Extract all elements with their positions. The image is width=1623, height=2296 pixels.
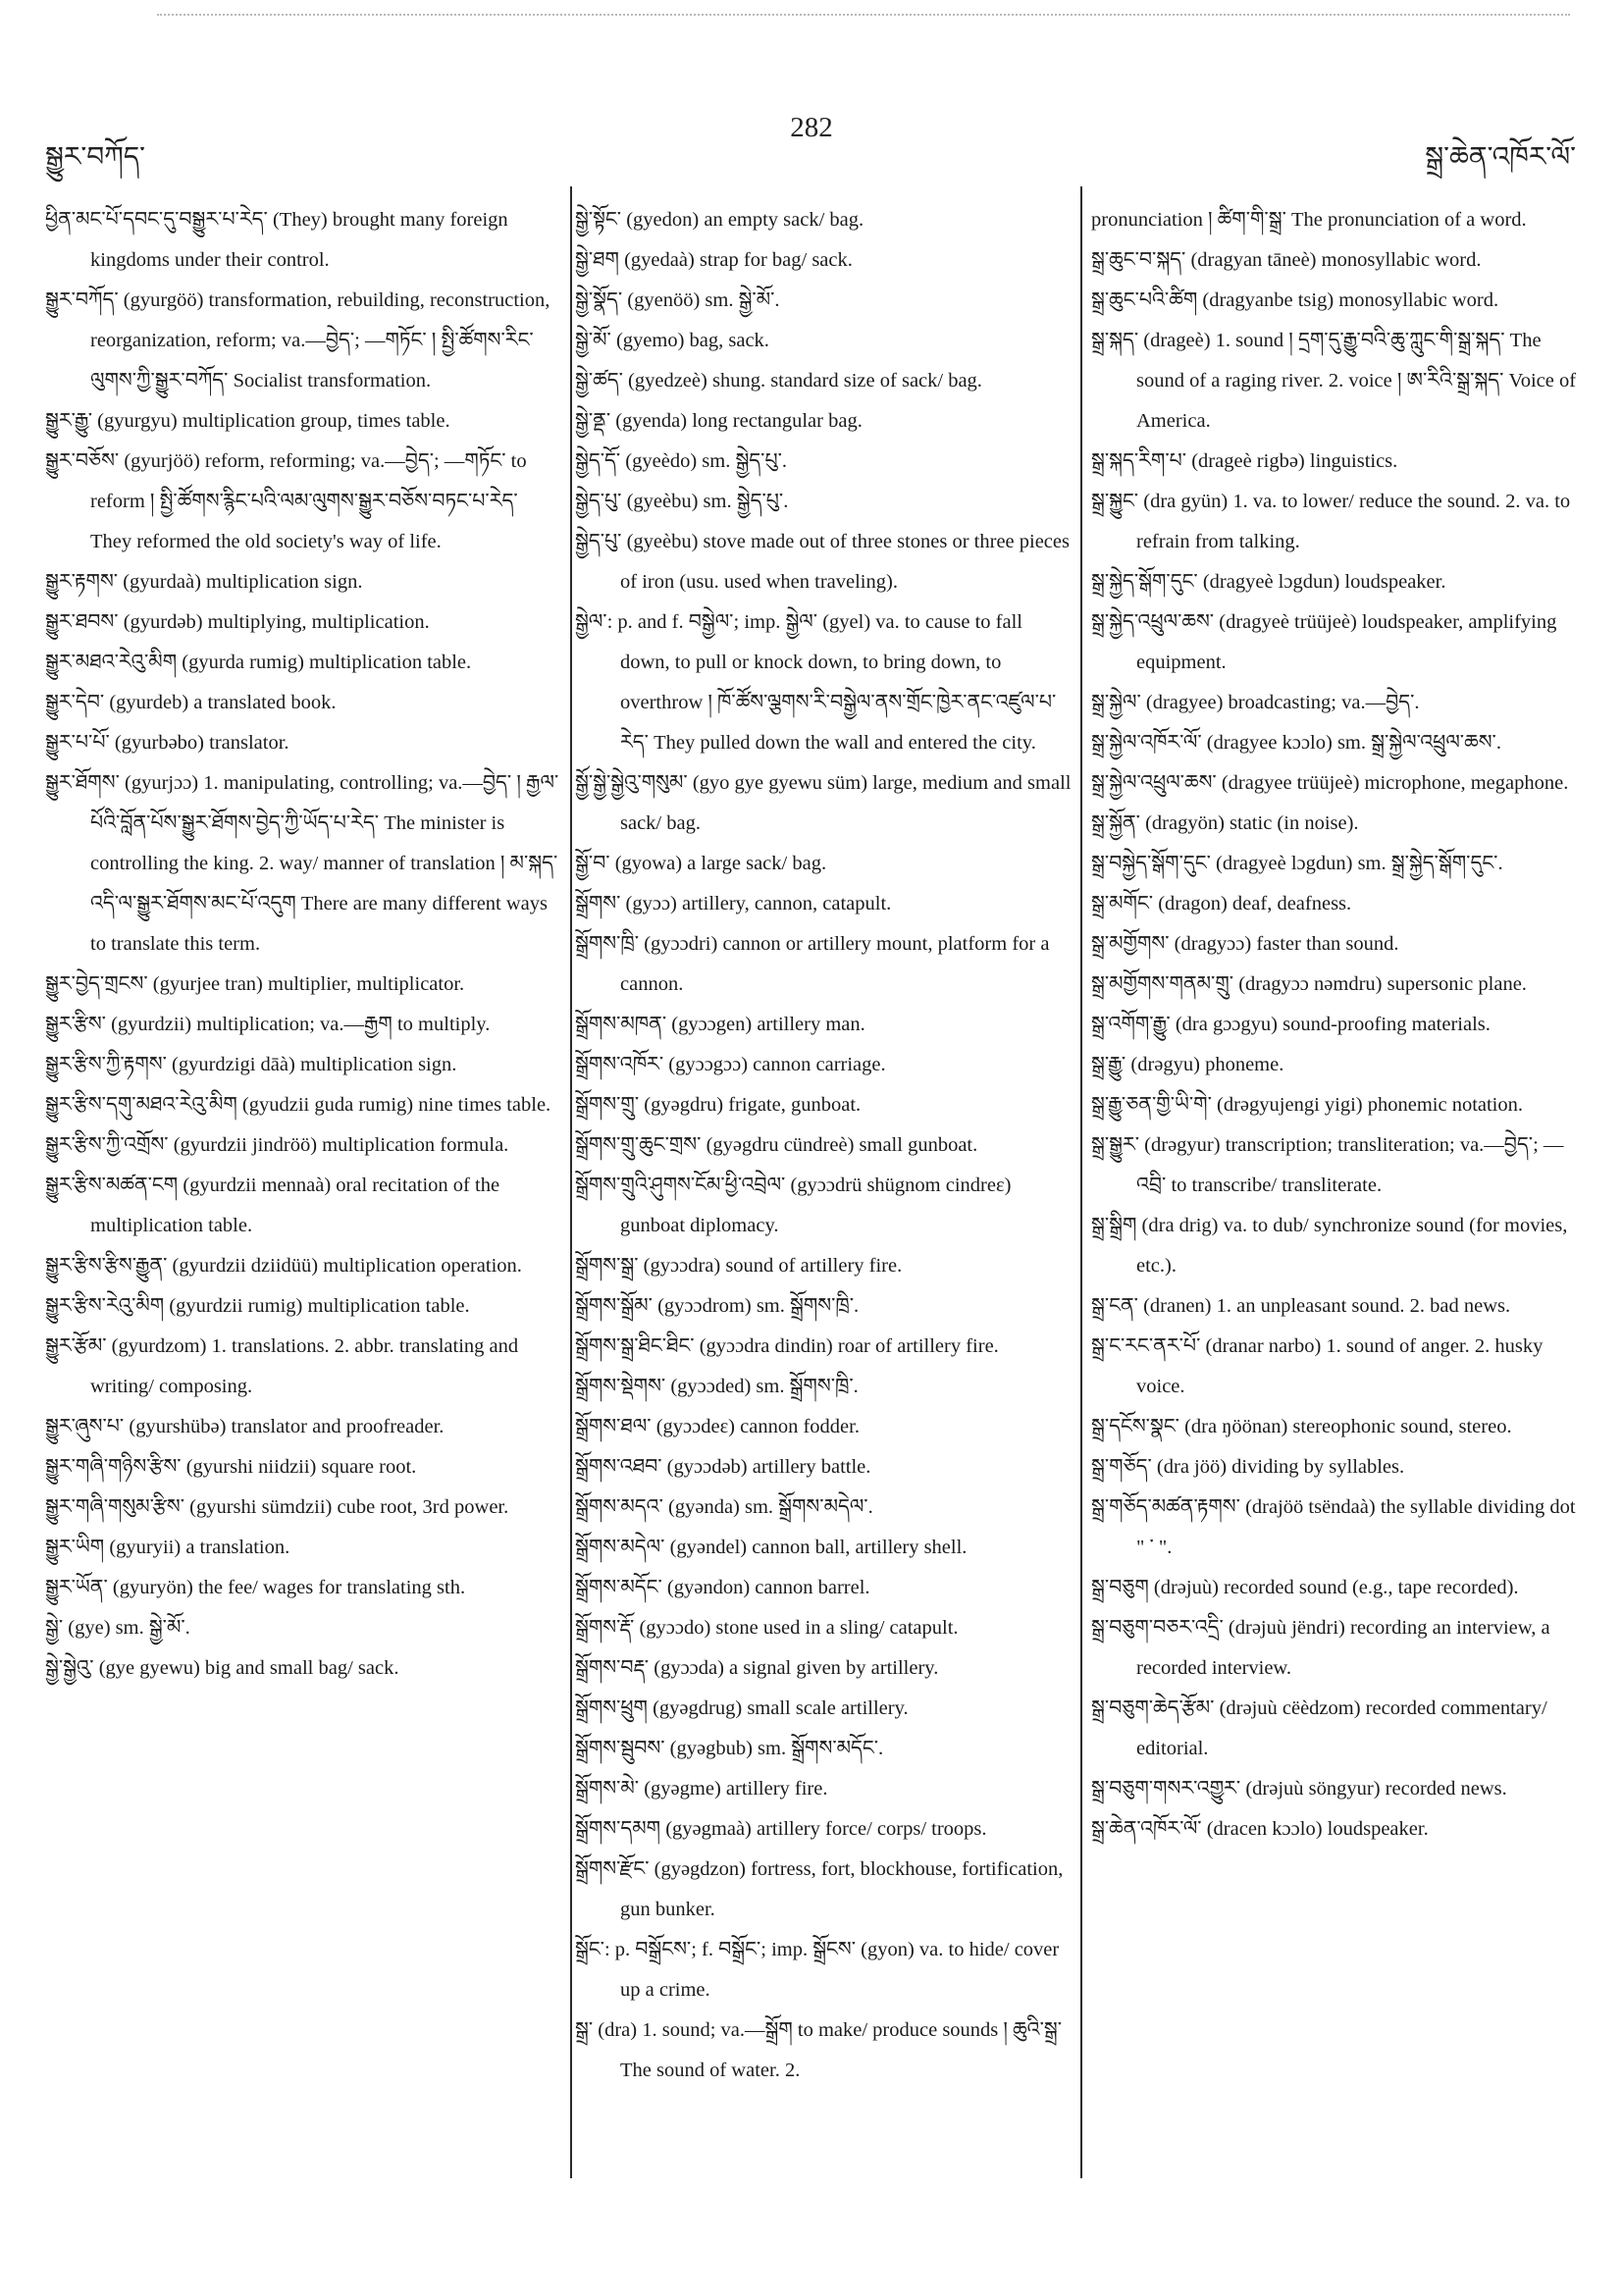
dictionary-entry: སྒྱུར་རྟགས་ (gyurdaà) multiplication sign. [45,571,363,593]
dictionary-entry: སྒྲོགས་མདོང་ (gyəndon) cannon barrel. [575,1577,870,1598]
left-running-head: སྒྱུར་བཀོད་ [45,140,145,173]
dictionary-entry: སྒྲོགས་འཐབ་ (gyɔɔdəb) artillery battle. [575,1456,871,1478]
dictionary-entry: སྒྲ་གཅོད་མཚན་རྟགས་ (drajöö tsëndaà) the syllable dividing dot " ་ ". [1091,1496,1576,1558]
dictionary-entry: སྒྲོང་: p. བསྒྲོངས་; f. བསྒྲོང་; imp. སྒྲོངས་ (gyon) va. to hide/ cover up a crime. [575,1939,1060,2001]
dictionary-entry: སྒྱེ་མོ་ (gyemo) bag, sack. [575,330,769,351]
dictionary-entry: སྒྱེད་དོ་ (gyeèdo) sm. སྒྱེད་པུ་. [575,450,788,472]
dictionary-entry: སྒྱུར་ཐོགས་ (gyurjɔɔ) 1. manipulating, controlling; va.—བྱེད་ ། རྒྱལ་པོའི་བློན་པོས་སྒྱུར་ཐོགས་བྱེད་ཀྱི་ཡོད་པ་རེད་ The minister is controlling the king. 2. way/ manner of translation ། མ་སྐད་འདི་ལ་སྒྱུར་ཐོགས་མང་པོ་འདུག There are many different ways to translate this term. [45,772,559,955]
dictionary-entry: སྒྲ་མགྱོགས་གནམ་གྲུ་ (dragyɔɔ nəmdru) supersonic plane. [1091,973,1527,995]
dictionary-entry: སྒྲོགས་མདའ་ (gyənda) sm. སྒྲོགས་མདེལ་. [575,1496,873,1518]
dictionary-entry: སྒྱུར་མཐའ་རེའུ་མིག (gyurda rumig) multiplication table. [45,652,472,673]
dictionary-entry: སྒྱེ་ (gye) sm. སྒྱེ་མོ་. [45,1617,190,1639]
dictionary-entry: སྒྱུར་རྩིས་མཚན་ངག (gyurdzii mennaà) oral recitation of the multiplication table. [45,1174,500,1236]
dictionary-entry: སྒྲོགས་གྲུའི་ཤུགས་ངོམ་ཕྱི་འབྲེལ་ (gyɔɔdrü shügnom cindreɛ) gunboat diplomacy. [575,1174,1012,1236]
dictionary-entry: སྒྲ་ཆུང་པའི་ཚིག (dragyanbe tsig) monosyllabic word. [1091,289,1499,311]
dictionary-entry: སྒྲ་སྐྱུང་ (dra gyün) 1. va. to lower/ reduce the sound. 2. va. to refrain from talking. [1091,491,1571,552]
dictionary-entry: སྒྲ་ཆེན་འཁོར་ལོ་ (dracen kɔɔlo) loudspeaker. [1091,1818,1429,1840]
dictionary-entry: སྒྱུར་པ་པོ་ (gyurbəbo) translator. [45,732,289,754]
dictionary-entry: སྒྱུར་རྩིས་ (gyurdzii) multiplication; va.—རྒྱག to multiply. [45,1014,491,1035]
dictionary-entry: སྒྲོགས་ཐལ་ (gyɔɔdeɛ) cannon fodder. [575,1416,860,1437]
dictionary-entry: སྒྲ་རྒྱུ་ཅན་གྱི་ཡི་གེ་ (drəgyujengi yigi) phonemic notation. [1091,1094,1524,1116]
dictionary-entry: སྒྱེ་སྣོད་ (gyenöö) sm. སྒྱེ་མོ་. [575,289,780,311]
dictionary-entry: སྒྲ་སྐྱེལ་འཕྲུལ་ཆས་ (dragyee trüüjeè) microphone, megaphone. [1091,772,1569,794]
dictionary-entry: སྒྲ་ (dra) 1. sound; va.—སྒྲོག to make/ produce sounds ། ཆུའི་སྒྲ་ The sound of water. 2. [575,2019,1063,2081]
dictionary-entry: སྒྱོ་སྒྱེ་སྒྱེའུ་གསུམ་ (gyo gye gyewu süm) large, medium and small sack/ bag. [575,772,1072,834]
dictionary-entry: སྒྱུར་ཐབས་ (gyurdəb) multiplying, multiplication. [45,611,430,633]
dictionary-entry: སྒྱོ་བ་ (gyowa) a large sack/ bag. [575,853,827,874]
dictionary-entry: སྒྱུར་རྩིས་རྩིས་རྒྱུན་ (gyurdzii dziidüü) multiplication operation. [45,1255,522,1277]
dictionary-entry: སྒྱུར་རྩོམ་ (gyurdzom) 1. translations. 2. abbr. translating and writing/ composing. [45,1335,519,1397]
dictionary-entry: སྒྱེ་ཚད་ (gyedzeè) shung. standard size of sack/ bag. [575,370,982,391]
dictionary-entry: སྒྱུར་གཞི་གསུམ་རྩིས་ (gyurshi sümdzii) cube root, 3rd power. [45,1496,509,1518]
dictionary-entry: སྒྲོགས་བརྡ་ (gyɔɔda) a signal given by artillery. [575,1657,939,1679]
dictionary-entry: སྒྲ་གཅོད་ (dra jöö) dividing by syllables. [1091,1456,1405,1478]
column-divider-1 [570,186,572,2178]
dictionary-entry: སྒྲོགས་སྒྲོམ་ (gyɔɔdrom) sm. སྒྲོགས་ཁྲི་. [575,1295,860,1317]
dictionary-entry: སྒྲོགས་སྒྲ་ཐིང་ཐིང་ (gyɔɔdra dindin) roar of artillery fire. [575,1335,999,1357]
right-running-head: སྒྲ་ཆེན་འཁོར་ལོ་ [1425,140,1576,173]
dictionary-entry: སྒྱེལ་: p. and f. བསྒྱེལ་; imp. སྒྱེལ་ (gyel) va. to cause to fall down, to pull or knock down, to bring down, to overthrow ། ཁོ་ཚོས་ལྕགས་རི་བསྒྱེལ་ནས་གྲོང་ཁྱེར་ནང་འཛུལ་པ་རེད་ They pulled down the wall and entered the city. [575,611,1057,754]
dictionary-entry: སྒྲ་སྒྲིག (dra drig) va. to dub/ synchronize sound (for movies, etc.). [1091,1215,1568,1277]
dictionary-column-2 [575,200,1073,2091]
dictionary-entry: སྒྲོགས་གྲུ་ཆུང་གྲས་ (gyəgdru cündreè) small gunboat. [575,1134,978,1156]
dictionary-entry: སྒྲ་སྐྱེལ་ (dragyee) broadcasting; va.—བྱེད་. [1091,692,1420,713]
dictionary-entry: སྒྱུར་བྱེད་གྲངས་ (gyurjee tran) multiplier, multiplicator. [45,973,465,995]
dictionary-column-3 [1091,200,1586,1850]
dictionary-entry: སྒྲ་བཅུག་བཅར་འདྲི་ (drəjuù jëndri) recording an interview, a recorded interview. [1091,1617,1550,1679]
dictionary-entry: སྒྲོགས་གྲུ་ (gyəgdru) frigate, gunboat. [575,1094,862,1116]
dictionary-entry: སྒྱུར་བཀོད་ (gyurgöö) transformation, rebuilding, reconstruction, reorganization, reform; va.—བྱེད་; —གཏོང་ ། སྤྱི་ཚོགས་རིང་ལུགས་ཀྱི་སྒྱུར་བཀོད་ Socialist transformation. [45,289,550,391]
dictionary-entry: སྒྱུར་བཅོས་ (gyurjöö) reform, reforming; va.—བྱེད་; —གཏོང་ to reform ། སྤྱི་ཚོགས་རྙིང་པའི་ལམ་ལུགས་སྒྱུར་བཅོས་བཏང་པ་རེད་ They reformed the old society's way of life. [45,450,527,552]
dictionary-entry: སྒྱེ་ནྡ་ (gyenda) long rectangular bag. [575,410,863,432]
dictionary-entry: སྒྱུར་རྩིས་ཀྱི་འགྲོས་ (gyurdzii jindröö) multiplication formula. [45,1134,509,1156]
dictionary-entry: སྒྲ་སྐྱེལ་འཁོར་ལོ་ (dragyee kɔɔlo) sm. སྒྲ་སྐྱེལ་འཕྲུལ་ཆས་. [1091,732,1501,754]
dictionary-entry: སྒྲ་སྐད་ (drageè) 1. sound ། དྲག་དུ་རྒྱུ་བའི་ཆུ་ཀླུང་གི་སྒྲ་སྐད་ The sound of a raging river. 2. voice ། ཨ་རིའི་སྒྲ་སྐད་ Voice of America. [1091,330,1577,432]
dictionary-entry: སྒྲ་སྐྱེད་སྒོག་དུང་ (dragyeè lɔgdun) loudspeaker. [1091,571,1446,593]
dictionary-entry: སྒྲོགས་སྒྲ་ (gyɔɔdra) sound of artillery fire. [575,1255,903,1277]
dictionary-entry: སྒྲོགས་ཁྲི་ (gyɔɔdri) cannon or artillery mount, platform for a cannon. [575,933,1050,995]
dictionary-entry: སྒྲ་བཅུག་གསར་འགྱུར་ (drəjuù söngyur) recorded news. [1091,1778,1507,1800]
dictionary-entry: སྒྱུར་ཡོན་ (gyuryön) the fee/ wages for translating sth. [45,1577,466,1598]
dictionary-entry: སྒྱུར་གཞི་གཉིས་རྩིས་ (gyurshi niidzii) square root. [45,1456,417,1478]
dictionary-entry: སྒྱུར་རྒྱུ་ (gyurgyu) multiplication group, times table. [45,410,450,432]
dictionary-entry: སྒྲ་འགོག་རྒྱུ་ (dra gɔɔgyu) sound-proofing materials. [1091,1014,1491,1035]
dictionary-entry: pronunciation ། ཚིག་གི་སྒྲ་ The pronunciation of a word. [1091,209,1527,231]
dictionary-entry: སྒྲོགས་མཁན་ (gyɔɔgen) artillery man. [575,1014,865,1035]
dictionary-entry: སྒྲོགས་སྦུབས་ (gyəgbub) sm. སྒྲོགས་མདོང་. [575,1738,884,1759]
dictionary-entry: སྒྱེ་སྟོང་ (gyedon) an empty sack/ bag. [575,209,864,231]
dictionary-entry: སྒྲོགས་སྡེགས་ (gyɔɔded) sm. སྒྲོགས་ཁྲི་. [575,1376,859,1397]
dictionary-entry: སྒྱེ་ཐག (gyedaà) strap for bag/ sack. [575,249,853,271]
dictionary-entry: སྒྲོགས་རྡོ་ (gyɔɔdo) stone used in a sling/ catapult. [575,1617,959,1639]
dictionary-column-1 [45,200,559,1689]
dictionary-entry: སྒྲ་མགྱོགས་ (dragyɔɔ) faster than sound. [1091,933,1399,955]
dictionary-entry: སྒྲ་སྐྱེད་འཕྲུལ་ཆས་ (dragyeè trüüjeè) loudspeaker, amplifying equipment. [1091,611,1557,673]
page-number: 282 [790,112,833,143]
dictionary-entry: སྒྲ་སྒྱུར་ (drəgyur) transcription; transliteration; va.—བྱེད་; —འབྲི་ to transcribe/ transliterate. [1091,1134,1564,1196]
dictionary-entry: སྒྲོགས་རྫོང་ (gyəgdzon) fortress, fort, blockhouse, fortification, gun bunker. [575,1858,1064,1920]
dictionary-entry: ཕྱིན་མང་པོ་དབང་དུ་བསྒྱུར་པ་རེད་ (They) brought many foreign kingdoms under their control. [45,209,508,271]
dictionary-entry: སྒྲ་བསྐྱེད་སྒོག་དུང་ (dragyeè lɔgdun) sm. སྒྲ་སྐྱེད་སྒོག་དུང་. [1091,853,1503,874]
dictionary-entry: སྒྲ་བཅུག་ཆེད་རྩོམ་ (drəjuù cëèdzom) recorded commentary/ editorial. [1091,1697,1547,1759]
dictionary-entry: སྒྲ་ང་རང་ནར་པོ་ (dranar narbo) 1. sound of anger. 2. husky voice. [1091,1335,1544,1397]
dictionary-entry: སྒྲ་ངན་ (dranen) 1. an unpleasant sound. 2. bad news. [1091,1295,1511,1317]
dictionary-entry: སྒྲ་བཅུག (drəjuù) recorded sound (e.g., tape recorded). [1091,1577,1519,1598]
dictionary-entry: སྒྱུར་ཞུས་པ་ (gyurshübə) translator and proofreader. [45,1416,445,1437]
dictionary-entry: སྒྲ་རྒྱུ་ (drəgyu) phoneme. [1091,1054,1284,1075]
dictionary-entry: སྒྲ་མགོང་ (dragon) deaf, deafness. [1091,893,1352,914]
dictionary-entry: སྒྲ་དངོས་སྣང་ (dra ŋöönan) stereophonic sound, stereo. [1091,1416,1512,1437]
dictionary-entry: སྒྱེད་པུ་ (gyeèbu) sm. སྒྱེད་པུ་. [575,491,789,512]
dictionary-entry: སྒྲོགས་འཁོར་ (gyɔɔgɔɔ) cannon carriage. [575,1054,886,1075]
dictionary-entry: སྒྱུར་རྩིས་རེའུ་མིག (gyurdzii rumig) multiplication table. [45,1295,470,1317]
dictionary-entry: སྒྱུར་དེབ་ (gyurdeb) a translated book. [45,692,337,713]
dictionary-entry: སྒྲོགས་མེ་ (gyəgme) artillery fire. [575,1778,828,1800]
dictionary-entry: སྒྱེད་པུ་ (gyeèbu) stove made out of three stones or three pieces of iron (usu. used when traveling). [575,531,1070,593]
dictionary-entry: སྒྱུར་རྩིས་དགུ་མཐའ་རེའུ་མིག (gyudzii guda rumig) nine times table. [45,1094,551,1116]
dictionary-entry: སྒྱུར་ཡིག (gyuryii) a translation. [45,1537,290,1558]
page-header [0,0,1623,196]
dictionary-entry: སྒྱེ་སྒྱེའུ་ (gye gyewu) big and small bag/ sack. [45,1657,399,1679]
dictionary-entry: སྒྲོགས་དམག (gyəgmaà) artillery force/ corps/ troops. [575,1818,987,1840]
dictionary-entry: སྒྱུར་རྩིས་ཀྱི་རྟགས་ (gyurdzigi dāà) multiplication sign. [45,1054,457,1075]
dictionary-entry: སྒྲ་སྐད་རིག་པ་ (drageè rigbə) linguistics. [1091,450,1398,472]
dictionary-entry: སྒྲོགས་ (gyɔɔ) artillery, cannon, catapult. [575,893,892,914]
dictionary-entry: སྒྲ་སྐྱོན་ (dragyön) static (in noise). [1091,812,1359,834]
column-divider-2 [1080,186,1082,2178]
dictionary-entry: སྒྲོགས་མདེལ་ (gyəndel) cannon ball, artillery shell. [575,1537,968,1558]
dictionary-entry: སྒྲོགས་ཕྲུག (gyəgdrug) small scale artillery. [575,1697,909,1719]
dictionary-entry: སྒྲ་ཆུང་བ་སྐད་ (dragyan tāneè) monosyllabic word. [1091,249,1482,271]
